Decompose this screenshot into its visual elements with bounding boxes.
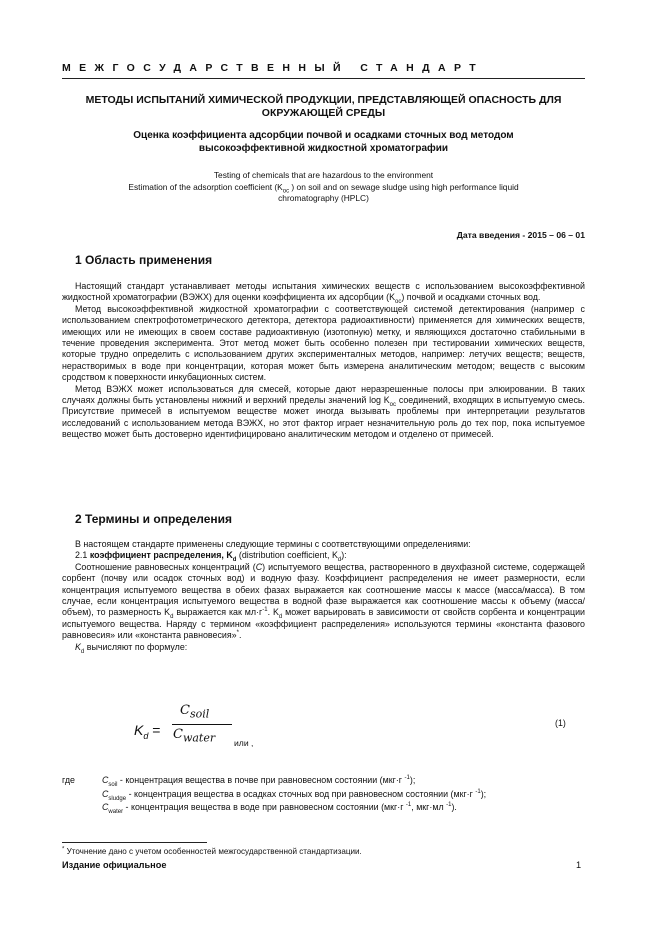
var-sludge-sub: sludge xyxy=(108,795,127,802)
variable-row-soil xyxy=(62,774,585,788)
def-text-a: Соотношение равновесных концентраций ( xyxy=(75,561,256,572)
definition-term-sub: d xyxy=(232,557,237,564)
subtitle-line-1: Оценка коэффициента адсорбции почвой и осадками сточных вод методом xyxy=(133,130,514,141)
var-water-tail-2: ). xyxy=(451,802,457,812)
var-water-sup-2: -1 xyxy=(446,802,452,809)
footnote-reference: * xyxy=(236,630,239,637)
english-title xyxy=(62,170,585,205)
section-2-body xyxy=(62,539,585,653)
s1p3-text-b: соединений, входящих в испытуемую смесь. Присутствие примесей в испытуемом веществе может иногда вызывать проблемы при интерпретации результатов исследований с использованием метода ВЭЖХ, но этот фактор играет незначительную роль до тех пор, пока испытуемое вещество может быть достоверно идентифицировано аналитическим методом и отделено от примесей. xyxy=(62,395,585,440)
var-sludge-text: - концентрация вещества в осадках сточных вод при равновесном состоянии (мкг·г xyxy=(126,788,476,799)
english-title-line-2 xyxy=(62,182,585,194)
var-soil-tail: ); xyxy=(409,775,416,785)
var-sludge-sup: -1 xyxy=(475,788,481,795)
def-c-symbol: C xyxy=(255,561,263,572)
definition-term-line xyxy=(62,550,585,564)
section-1-paragraph-1 xyxy=(62,281,585,304)
formula-intro-text: вычисляют по формуле: xyxy=(84,641,188,652)
formula-lhs xyxy=(134,722,161,741)
formula-equals: = xyxy=(148,722,161,738)
footnote xyxy=(62,847,362,856)
where-label: где xyxy=(62,775,75,785)
var-water-text: - концентрация вещества в воде при равновесном состоянии (мкг·г xyxy=(123,802,406,812)
var-soil-sub: soil xyxy=(108,781,118,788)
var-water-sup: -1 xyxy=(405,802,412,809)
banner-rule xyxy=(62,78,585,79)
definition-body xyxy=(62,562,585,642)
def-sub-1: d xyxy=(170,614,174,621)
definition-eng-text: (distribution coefficient, K xyxy=(236,550,338,561)
section-1-body xyxy=(62,281,585,441)
var-soil-sup: -1 xyxy=(404,775,410,782)
formula-or-label: или , xyxy=(234,738,254,748)
formula-lhs-k: K xyxy=(134,722,144,738)
def-text-f: может варьировать в зависимости от свойств сорбента и концентрации испытуемого вещества. Наряду с термином «коэффициент распределения» используются термины «константа фазового равновесия» или «константа равновесия» xyxy=(62,607,585,641)
fraction-bar xyxy=(172,724,232,725)
subtitle-line-2: высокоэффективной жидкостной хроматографии xyxy=(198,143,449,154)
def-sub-2: d xyxy=(278,614,283,621)
effective-date: Дата введения - 2015 – 06 – 01 xyxy=(456,230,585,240)
denominator-symbol: C xyxy=(173,727,183,742)
s1p3-text-a: Метод ВЭЖХ может использоваться для смесей, которые дают неразрешенные полосы при элюировании. В таких случаях должны быть установлены нижний и верхний пределы значений log K xyxy=(62,383,585,406)
definition-term-text: коэффициент распределения, K xyxy=(89,550,233,561)
s1p3-sub: oc xyxy=(389,401,397,408)
var-sludge-tail: ); xyxy=(480,788,487,799)
formula-intro-sub: d xyxy=(80,648,85,655)
footnote-separator xyxy=(62,842,207,843)
def-text-g: . xyxy=(238,630,242,641)
english-title-text-a: Estimation of the adsorption coefficient (K xyxy=(128,181,283,192)
formula-numerator xyxy=(180,703,210,721)
def-text-b: ) испытуемого вещества, растворенного в двухфазной системе, содержащей сорбент (почву или осадок сточных вод) и водную фазу. Коэффициент распределения не имеет размерности, если концентрация испытуемого вещества в обеих фазах выражается как соотношение массы к массе (масса/масса). В том случае, если концентрация испытуемого вещества в водной фазе выражается как соотношение массы к объему (масса/объем), то размерность K xyxy=(62,561,585,618)
definition-term xyxy=(89,550,237,564)
var-soil-text: - концентрация вещества в почве при равновесном состоянии (мкг·г xyxy=(117,775,405,785)
variable-definitions xyxy=(62,774,585,815)
page-number: 1 xyxy=(576,860,582,870)
var-soil-symbol: C xyxy=(102,775,109,785)
section-1-heading: 1 Область применения xyxy=(75,253,213,267)
def-sup-1: -1 xyxy=(262,607,268,614)
definition-eng-sub: d xyxy=(337,557,342,564)
equation-number: (1) xyxy=(555,718,566,728)
formula-lhs-sub: d xyxy=(143,730,149,741)
def-text-e: . K xyxy=(267,607,279,618)
variable-row-sludge xyxy=(62,788,585,802)
edition-label: Издание официальное xyxy=(62,860,167,870)
denominator-sub: water xyxy=(182,731,216,745)
title-line-2: ОКРУЖАЮЩЕЙ СРЕДЫ xyxy=(261,107,386,119)
definition-eng-tail: ): xyxy=(341,550,347,561)
english-title-line-1: Testing of chemicals that are hazardous to the environment xyxy=(213,170,434,180)
formula-denominator xyxy=(173,727,216,745)
var-water-tail: , мкг·мл xyxy=(411,802,447,812)
english-title-line-3: chromatography (HPLC) xyxy=(278,193,369,203)
standard-banner: МЕЖГОСУДАРСТВЕННЫЙ СТАНДАРТ xyxy=(62,62,485,74)
footnote-text: Уточнение дано с учетом особенностей межгосударственной стандартизации. xyxy=(64,847,362,856)
footnote-mark: * xyxy=(62,846,65,853)
formula-intro xyxy=(62,642,585,653)
numerator-sub: soil xyxy=(189,707,210,721)
var-water-sub: water xyxy=(108,808,124,815)
section-1-paragraph-3 xyxy=(62,384,585,441)
var-sludge-symbol: C xyxy=(102,788,109,799)
s1p1-text-a: Настоящий стандарт устанавливает методы испытания химических веществ с использованием высокоэффективной жидкостной хроматографии (ВЭЖХ) для оценки коэффициента их адсорбции (K xyxy=(62,281,585,303)
s1p1-sub: oc xyxy=(395,299,402,306)
variable-row-water xyxy=(62,801,585,815)
numerator-symbol: C xyxy=(180,703,190,718)
document-subtitle xyxy=(62,129,585,155)
definition-number: 2.1 xyxy=(75,550,90,561)
section-2-heading: 2 Термины и определения xyxy=(75,512,233,526)
title-line-1: МЕТОДЫ ИСПЫТАНИЙ ХИМИЧЕСКОЙ ПРОДУКЦИИ, ПРЕДСТАВЛЯЮЩЕЙ ОПАСНОСТЬ ДЛЯ xyxy=(85,94,562,106)
section-2-intro: В настоящем стандарте применены следующие термины с соответствующими определениями: xyxy=(75,539,471,549)
section-1-paragraph-2: Метод высокоэффективной жидкостной хроматографии с соответствующей системой детектирования (например с использованием спектрофотометрического детектора, детектора радиоактивности) применяется для химических веществ, имеющих или не имеющих в своем составе радиоактивную (изотопную) метку, и являющихся достаточно стабильными в течение проведения эксперимента. Этот метод может быть особенно полезен при тестировании химических веществ, которые трудно определить с использованием других эксперименталных методов, например: летучих веществ; веществ, нерастворимых в воде при концентрации, которая может быть измерена аналитическим методом; веществ с высоким сродством к поверхности инкубационных систем. xyxy=(62,303,585,383)
document-title xyxy=(62,94,585,120)
def-text-d: выражается как мл·г xyxy=(173,607,263,618)
english-title-text-b: ) on soil and on sewage sludge using high performance liquid xyxy=(289,181,519,192)
english-title-sub: oc xyxy=(282,188,290,195)
s1p1-text-b: ) почвой и осадками сточных вод. xyxy=(401,292,541,303)
formula-intro-k: K xyxy=(75,641,81,652)
var-water-symbol: C xyxy=(102,802,109,812)
